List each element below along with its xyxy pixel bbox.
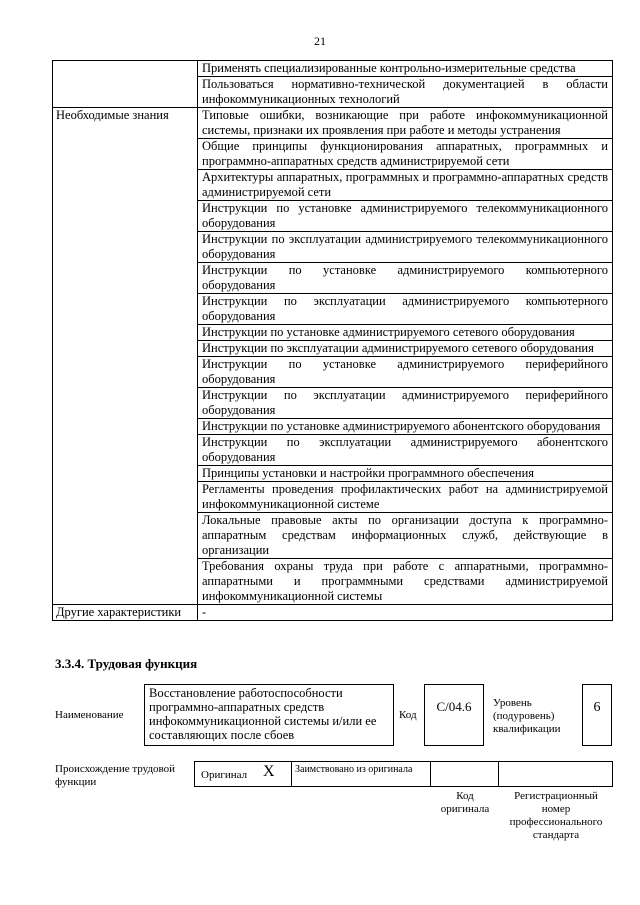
category-cell [53,61,198,108]
description-cell: Принципы установки и настройки программного обеспечения [198,466,613,482]
knowledge-table [52,60,613,621]
original-label: Оригинал [201,769,248,781]
table-row [53,108,613,139]
description-cell: Инструкции по установке администрируемого телекоммуникационного оборудования [198,201,613,232]
description-cell: Инструкции по установке администрируемого сетевого оборудования [198,325,613,341]
cell-divider [291,762,292,786]
description-cell: Локальные правовые акты по организации доступа к программно-аппаратным средствам информационных служб, действующие в организации [198,513,613,559]
reg-number-label: Регистрационный номер профессионального стандарта [509,790,603,841]
description-cell: Инструкции по установке администрируемого абонентского оборудования [198,419,613,435]
original-mark: X [263,763,275,780]
section-heading: 3.3.4. Трудовая функция [55,656,198,671]
description-cell: Архитектуры аппаратных, программных и программно-аппаратных средств администрируемой сети [198,170,613,201]
origin-label: Происхождение трудовой функции [55,763,176,788]
description-cell: Применять специализированные контрольно-измерительные средства [198,61,613,77]
description-cell: Общие принципы функционирования аппаратных, программных и программно-аппаратных средств администрируемой сети [198,139,613,170]
description-cell: Пользоваться нормативно-технической документацией в области инфокоммуникационных технологий [198,77,613,108]
description-cell: Инструкции по эксплуатации администрируемого компьютерного оборудования [198,294,613,325]
cell-divider [498,762,499,786]
description-cell: Регламенты проведения профилактических работ на администрируемой инфокоммуникационной системе [198,482,613,513]
category-cell-required-knowledge: Необходимые знания [53,108,198,605]
description-cell: Инструкции по установке администрируемого компьютерного оборудования [198,263,613,294]
level-value-box: 6 [582,684,612,746]
table-row [53,61,613,77]
description-cell: Инструкции по эксплуатации администрируемого абонентского оборудования [198,435,613,466]
function-name-box: Восстановление работоспособности программно-аппаратных средств инфокоммуникационной системы и/или ее составляющих после сбоев [144,684,394,746]
page-number: 21 [314,34,326,48]
category-cell-other-characteristics: Другие характеристики [53,605,198,621]
origin-row-box [194,761,613,787]
cell-divider [430,762,431,786]
code-label: Код [399,709,417,721]
description-cell: Типовые ошибки, возникающие при работе инфокоммуникационной системы, признаки их проявления при работе и методы устранения [198,108,613,139]
description-cell: - [198,605,613,621]
name-label: Наименование [55,709,124,721]
code-original-label: Код оригинала [440,790,490,815]
description-cell: Инструкции по установке администрируемого периферийного оборудования [198,357,613,388]
table-row [53,605,613,621]
level-label: Уровень (подуровень) квалификации [493,697,561,735]
description-cell: Инструкции по эксплуатации администрируемого телекоммуникационного оборудования [198,232,613,263]
description-cell: Инструкции по эксплуатации администрируемого периферийного оборудования [198,388,613,419]
code-value-box: C/04.6 [424,684,484,746]
description-cell: Требования охраны труда при работе с аппаратными, программно-аппаратными и программными средствами администрируемой инфокоммуникационной системы [198,559,613,605]
borrowed-label: Заимствовано из оригинала [295,764,413,775]
description-cell: Инструкции по эксплуатации администрируемого сетевого оборудования [198,341,613,357]
